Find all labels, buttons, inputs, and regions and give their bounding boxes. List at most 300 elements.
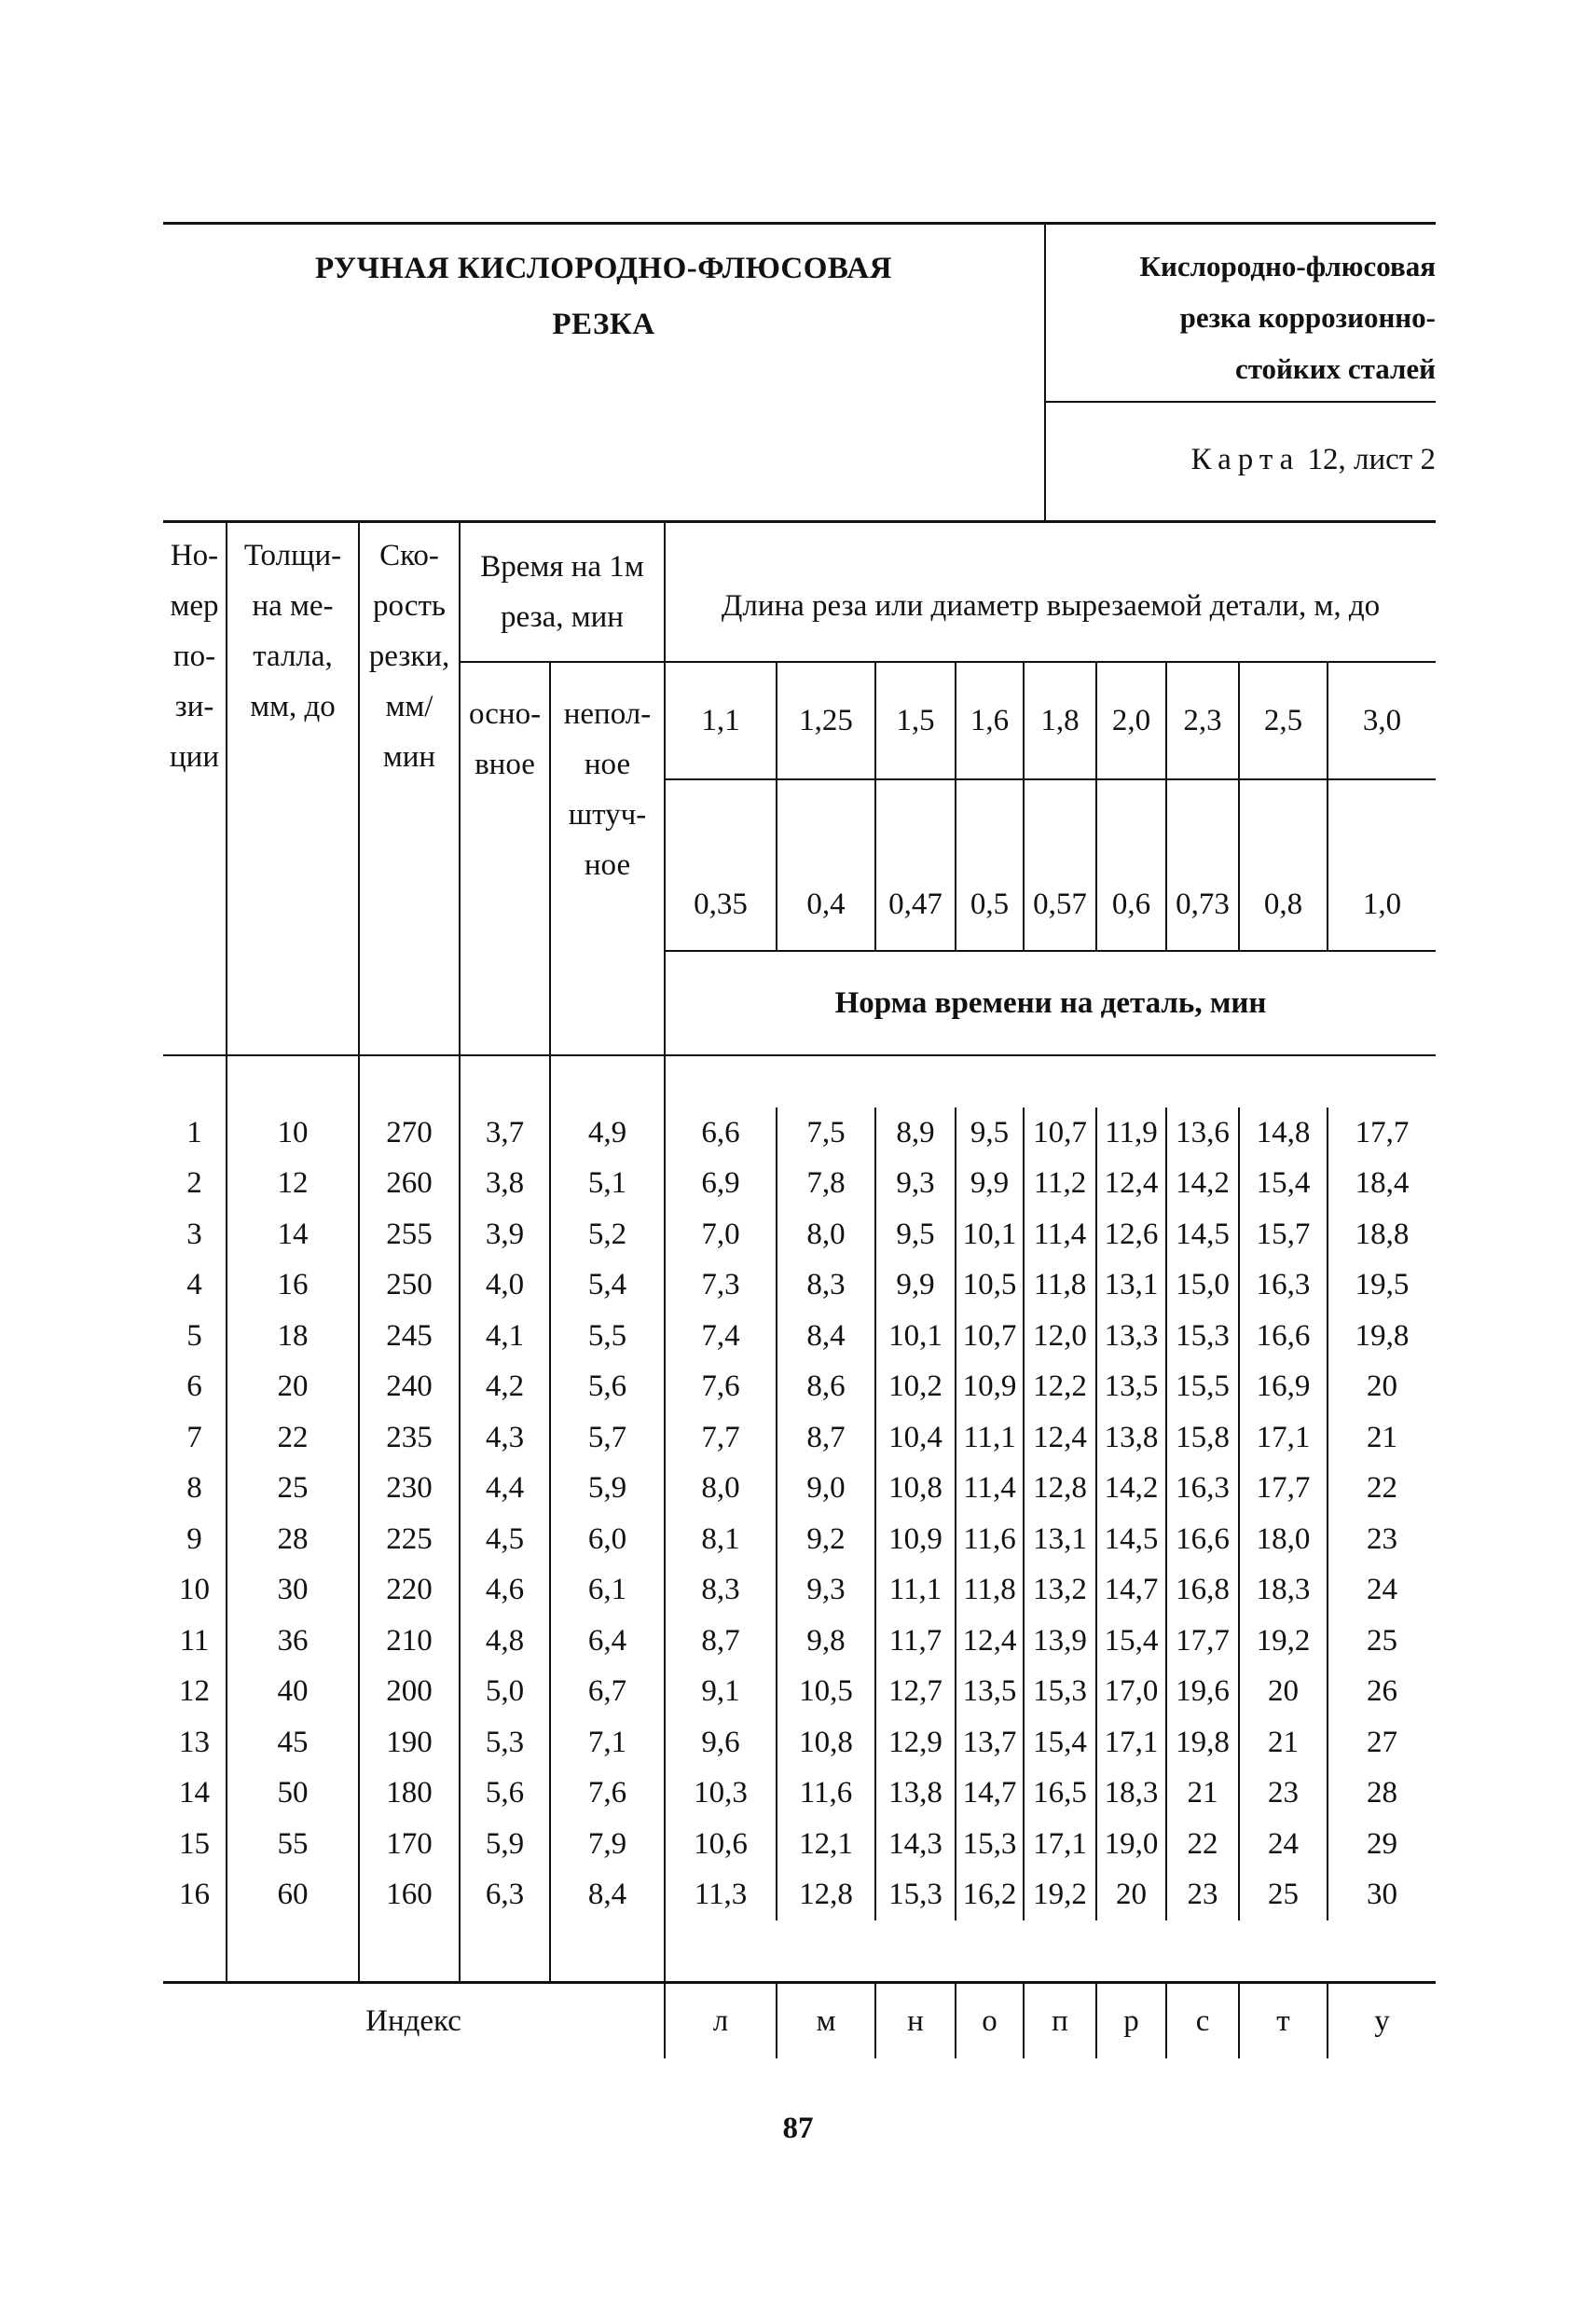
- table-cell: 10,5: [956, 1260, 1024, 1312]
- table-cell: 21: [1239, 1717, 1328, 1768]
- table-cell: 240: [359, 1362, 460, 1413]
- table-cell: 60: [227, 1870, 359, 1921]
- table-cell: 17,7: [1166, 1616, 1239, 1667]
- table-cell: 6,9: [665, 1159, 777, 1210]
- table-row: [163, 1768, 1436, 1820]
- header-row-1: [163, 522, 1436, 663]
- table-cell: 17,1: [1239, 1412, 1328, 1464]
- table-cell: 25: [1328, 1616, 1436, 1667]
- table-cell: 11,4: [1024, 1209, 1096, 1260]
- table-cell: 6,6: [665, 1108, 777, 1159]
- table-cell: 3,7: [460, 1108, 550, 1159]
- table-cell: 10,5: [777, 1667, 875, 1718]
- table-cell: 15,5: [1166, 1362, 1239, 1413]
- table-cell: 36: [227, 1616, 359, 1667]
- table-cell: 8,3: [777, 1260, 875, 1312]
- card-label: Карта: [1190, 443, 1300, 476]
- table-cell: 190: [359, 1717, 460, 1768]
- table-row: [163, 1464, 1436, 1515]
- table-cell: 40: [227, 1667, 359, 1718]
- diameter-value: 0,5: [956, 779, 1024, 951]
- table-cell: 13,9: [1024, 1616, 1096, 1667]
- table-cell: 26: [1328, 1667, 1436, 1718]
- table-cell: 12,9: [875, 1717, 956, 1768]
- table-cell: 10,4: [875, 1412, 956, 1464]
- col-time-header: [460, 522, 665, 663]
- index-letter: о: [956, 1983, 1024, 2059]
- col-speed-l1: Ско-: [379, 539, 439, 572]
- table-cell: 9,5: [956, 1108, 1024, 1159]
- table-cell: 11,3: [665, 1870, 777, 1921]
- col-time-l1: Время на 1м: [480, 550, 644, 584]
- col-speed-l5: мин: [382, 740, 436, 774]
- table-cell: 28: [1328, 1768, 1436, 1820]
- subtitle-line1: Кислородно-флюсовая: [1139, 250, 1436, 282]
- table-cell: 15,3: [956, 1819, 1024, 1870]
- diameter-value: 0,35: [665, 779, 777, 951]
- index-letter: с: [1166, 1983, 1239, 2059]
- table-cell: 23: [1328, 1514, 1436, 1565]
- subtitle-line3: стойких сталей: [1234, 352, 1436, 385]
- table-cell: 16,2: [956, 1870, 1024, 1921]
- table-cell: 220: [359, 1565, 460, 1617]
- table-cell: 250: [359, 1260, 460, 1312]
- table-cell: 15: [179, 1826, 210, 1861]
- table-cell: 7,8: [777, 1159, 875, 1210]
- table-cell: 9,9: [875, 1260, 956, 1312]
- length-value: 2,5: [1239, 662, 1328, 779]
- table-cell: 13,8: [875, 1768, 956, 1820]
- table-cell: 4,9: [550, 1108, 665, 1159]
- table-cell: 10,7: [956, 1311, 1024, 1362]
- table-cell: 14,5: [1166, 1209, 1239, 1260]
- col-incomplete-l3: штуч-: [568, 798, 647, 832]
- index-letter: л: [665, 1983, 777, 2059]
- spacer-cell: [875, 1920, 956, 1983]
- table-cell: 14: [227, 1209, 359, 1260]
- page-number: 87: [782, 2112, 814, 2145]
- table-cell: 17,1: [1096, 1717, 1166, 1768]
- col-position-l3: по-: [172, 640, 216, 673]
- table-cell: 17,7: [1239, 1464, 1328, 1515]
- table-row: [163, 1870, 1436, 1921]
- col-thickness-header: [227, 522, 359, 1056]
- table-cell: 14: [179, 1776, 210, 1810]
- table-cell: 14,3: [875, 1819, 956, 1870]
- top-rule: [163, 222, 1436, 225]
- table-cell: 4,8: [460, 1616, 550, 1667]
- index-letter: у: [1328, 1983, 1436, 2059]
- spacer-cell: [1328, 1055, 1436, 1108]
- length-value: 2,3: [1166, 662, 1239, 779]
- table-cell: 7,6: [665, 1362, 777, 1413]
- table-cell: 45: [227, 1717, 359, 1768]
- table-cell: 10,9: [956, 1362, 1024, 1413]
- table-cell: 9: [186, 1521, 202, 1556]
- table-cell: 12,7: [875, 1667, 956, 1718]
- table-cell: 6,1: [550, 1565, 665, 1617]
- index-letter: п: [1024, 1983, 1096, 2059]
- table-cell: 245: [359, 1311, 460, 1362]
- table-cell: 19,6: [1166, 1667, 1239, 1718]
- length-value: 1,6: [956, 662, 1024, 779]
- table-cell: 15,8: [1166, 1412, 1239, 1464]
- table-cell: 6,0: [550, 1514, 665, 1565]
- col-position-header: [163, 522, 227, 1056]
- table-cell: 18,3: [1096, 1768, 1166, 1820]
- table-cell: 9,5: [875, 1209, 956, 1260]
- length-value: 1,5: [875, 662, 956, 779]
- table-cell: 20: [227, 1362, 359, 1413]
- spacer-cell: [460, 1920, 550, 1983]
- spacer-cell: [359, 1055, 460, 1108]
- table-cell: 11,6: [956, 1514, 1024, 1565]
- table-cell: 11,6: [777, 1768, 875, 1820]
- table-cell: 10,8: [777, 1717, 875, 1768]
- table-cell: 12,8: [777, 1870, 875, 1921]
- table-cell: 17,0: [1096, 1667, 1166, 1718]
- table-cell: 8,0: [665, 1464, 777, 1515]
- table-cell: 15,4: [1096, 1616, 1166, 1667]
- table-cell: 55: [227, 1819, 359, 1870]
- table-cell: 7,7: [665, 1412, 777, 1464]
- table-cell: 5,1: [550, 1159, 665, 1210]
- col-speed-l4: мм/: [385, 690, 433, 723]
- table-cell: 10,1: [875, 1311, 956, 1362]
- table-cell: 3,9: [460, 1209, 550, 1260]
- table-cell: 14,8: [1239, 1108, 1328, 1159]
- table-cell: 27: [1328, 1717, 1436, 1768]
- table-cell: 180: [359, 1768, 460, 1820]
- table-cell: 4,5: [460, 1514, 550, 1565]
- length-value: 3,0: [1328, 662, 1436, 779]
- table-cell: 19,2: [1024, 1870, 1096, 1921]
- table-cell: 10: [179, 1573, 210, 1607]
- table-cell: 9,6: [665, 1717, 777, 1768]
- table-cell: 5,6: [550, 1362, 665, 1413]
- table-cell: 5,7: [550, 1412, 665, 1464]
- spacer-cell: [550, 1055, 665, 1108]
- col-speed-l3: резки,: [368, 640, 450, 673]
- table-cell: 270: [359, 1108, 460, 1159]
- table-cell: 15,4: [1239, 1159, 1328, 1210]
- table-cell: 12: [227, 1159, 359, 1210]
- index-letter: н: [875, 1983, 956, 2059]
- spacer-cell: [1239, 1920, 1328, 1983]
- table-cell: 11,2: [1024, 1159, 1096, 1210]
- index-letter: р: [1096, 1983, 1166, 2059]
- table-cell: 4,4: [460, 1464, 550, 1515]
- table-cell: 170: [359, 1819, 460, 1870]
- spacer-cell: [777, 1055, 875, 1108]
- table-cell: 19,8: [1328, 1311, 1436, 1362]
- index-letter: т: [1239, 1983, 1328, 2059]
- card-number: [1053, 443, 1436, 477]
- table-cell: 8,7: [777, 1412, 875, 1464]
- table-cell: 7,5: [777, 1108, 875, 1159]
- table-cell: 225: [359, 1514, 460, 1565]
- spacer-cell: [665, 1920, 777, 1983]
- table-cell: 5: [186, 1318, 202, 1353]
- table-cell: 14,7: [1096, 1565, 1166, 1617]
- table-cell: 22: [227, 1412, 359, 1464]
- table-cell: 20: [1096, 1870, 1166, 1921]
- table-cell: 11,8: [956, 1565, 1024, 1617]
- col-thickness-l1: Толщи-: [243, 539, 342, 572]
- col-position-l1: Но-: [170, 539, 219, 572]
- spacer-row-bottom: [163, 1920, 1436, 1983]
- table-cell: 5,9: [460, 1819, 550, 1870]
- spacer-cell: [1239, 1055, 1328, 1108]
- table-cell: 10,8: [875, 1464, 956, 1515]
- diameter-value: 1,0: [1328, 779, 1436, 951]
- spacer-cell: [227, 1055, 359, 1108]
- spacer-cell: [1166, 1920, 1239, 1983]
- table-cell: 18,4: [1328, 1159, 1436, 1210]
- table-cell: 7,6: [550, 1768, 665, 1820]
- table-cell: 13,1: [1024, 1514, 1096, 1565]
- table-cell: 3,8: [460, 1159, 550, 1210]
- table-cell: 10,9: [875, 1514, 956, 1565]
- table-cell: 18: [227, 1311, 359, 1362]
- table-cell: 13,5: [956, 1667, 1024, 1718]
- table-cell: 8,1: [665, 1514, 777, 1565]
- table-cell: 2: [186, 1166, 202, 1201]
- col-basic-l1: осно-: [468, 697, 542, 731]
- table-cell: 12,8: [1024, 1464, 1096, 1515]
- table-cell: 29: [1328, 1819, 1436, 1870]
- table-cell: 11: [179, 1623, 210, 1658]
- table-cell: 15,4: [1024, 1717, 1096, 1768]
- table-cell: 15,7: [1239, 1209, 1328, 1260]
- table-cell: 22: [1166, 1819, 1239, 1870]
- table-cell: 5,2: [550, 1209, 665, 1260]
- table-cell: 235: [359, 1412, 460, 1464]
- table-cell: 16,6: [1166, 1514, 1239, 1565]
- col-time-l2: реза, мин: [501, 600, 624, 634]
- table-cell: 11,1: [956, 1412, 1024, 1464]
- table-cell: 22: [1328, 1464, 1436, 1515]
- table-cell: 18,0: [1239, 1514, 1328, 1565]
- table-cell: 5,5: [550, 1311, 665, 1362]
- table-cell: 14,2: [1096, 1464, 1166, 1515]
- table-cell: 11,8: [1024, 1260, 1096, 1312]
- table-cell: 24: [1239, 1819, 1328, 1870]
- section-title: [163, 241, 1044, 352]
- table-cell: 19,5: [1328, 1260, 1436, 1312]
- table-cell: 21: [1328, 1412, 1436, 1464]
- spacer-cell: [1096, 1920, 1166, 1983]
- spacer-cell: [956, 1920, 1024, 1983]
- table-row: [163, 1819, 1436, 1870]
- table-cell: 18,8: [1328, 1209, 1436, 1260]
- table-cell: 12,4: [956, 1616, 1024, 1667]
- section-title-line1: РУЧНАЯ КИСЛОРОДНО-ФЛЮСОВАЯ: [315, 252, 892, 285]
- table-cell: 20: [1239, 1667, 1328, 1718]
- table-cell: 15,0: [1166, 1260, 1239, 1312]
- col-speed-l2: рость: [373, 589, 446, 623]
- norms-table: [163, 520, 1436, 2058]
- table-cell: 6: [186, 1369, 202, 1404]
- table-cell: 12,4: [1096, 1159, 1166, 1210]
- table-cell: 13,8: [1096, 1412, 1166, 1464]
- table-cell: 4: [186, 1268, 202, 1302]
- table-cell: 7,1: [550, 1717, 665, 1768]
- table-cell: 8,3: [665, 1565, 777, 1617]
- table-cell: 10,1: [956, 1209, 1024, 1260]
- table-cell: 30: [1328, 1870, 1436, 1921]
- spacer-cell: [359, 1920, 460, 1983]
- table-cell: 9,9: [956, 1159, 1024, 1210]
- table-cell: 9,3: [875, 1159, 956, 1210]
- table-cell: 20: [1328, 1362, 1436, 1413]
- table-cell: 23: [1239, 1768, 1328, 1820]
- table-cell: 15,3: [1166, 1311, 1239, 1362]
- table-cell: 30: [227, 1565, 359, 1617]
- table-cell: 5,0: [460, 1667, 550, 1718]
- table-row: [163, 1159, 1436, 1210]
- table-cell: 16,9: [1239, 1362, 1328, 1413]
- col-speed-header: [359, 522, 460, 1056]
- col-incomplete-l4: ное: [584, 848, 631, 882]
- table-row: [163, 1260, 1436, 1312]
- table-cell: 7,3: [665, 1260, 777, 1312]
- table-cell: 200: [359, 1667, 460, 1718]
- col-thickness-l2: на ме-: [252, 589, 334, 623]
- table-cell: 16: [227, 1260, 359, 1312]
- table-cell: 10,6: [665, 1819, 777, 1870]
- col-position-l5: ции: [170, 740, 219, 774]
- table-cell: 12,2: [1024, 1362, 1096, 1413]
- table-cell: 3: [186, 1217, 202, 1251]
- diameter-value: 0,57: [1024, 779, 1096, 951]
- table-cell: 18,3: [1239, 1565, 1328, 1617]
- table-cell: 16,3: [1239, 1260, 1328, 1312]
- spacer-cell: [956, 1055, 1024, 1108]
- table-cell: 9,0: [777, 1464, 875, 1515]
- col-incomplete-l2: ное: [584, 748, 631, 781]
- table-row: [163, 1565, 1436, 1617]
- card-sheet: 12, лист 2: [1307, 443, 1436, 476]
- table-cell: 6,3: [460, 1870, 550, 1921]
- col-position-l2: мер: [170, 589, 219, 623]
- table-cell: 16,8: [1166, 1565, 1239, 1617]
- col-basic-l2: вное: [475, 748, 535, 781]
- table-cell: 16,5: [1024, 1768, 1096, 1820]
- table-cell: 7,4: [665, 1311, 777, 1362]
- table-cell: 10,3: [665, 1768, 777, 1820]
- table-cell: 4,1: [460, 1311, 550, 1362]
- table-cell: 14,7: [956, 1768, 1024, 1820]
- spacer-row-top: [163, 1055, 1436, 1108]
- diameter-value: 0,4: [777, 779, 875, 951]
- spacer-cell: [550, 1920, 665, 1983]
- table-cell: 1: [186, 1115, 202, 1149]
- table-cell: 16: [179, 1878, 210, 1912]
- table-row: [163, 1667, 1436, 1718]
- length-header: Длина реза или диаметр вырезаемой детали, м, до: [665, 522, 1436, 663]
- table-cell: 13,1: [1096, 1260, 1166, 1312]
- table-cell: 8,4: [550, 1870, 665, 1921]
- table-cell: 11,9: [1096, 1108, 1166, 1159]
- table-cell: 17,1: [1024, 1819, 1096, 1870]
- table-row: [163, 1108, 1436, 1159]
- col-position-l4: зи-: [174, 690, 214, 723]
- table-cell: 260: [359, 1159, 460, 1210]
- table-cell: 13,2: [1024, 1565, 1096, 1617]
- table-cell: 10,7: [1024, 1108, 1096, 1159]
- length-value: 1,25: [777, 662, 875, 779]
- index-label: Индекс: [365, 2003, 461, 2038]
- table-cell: 16,3: [1166, 1464, 1239, 1515]
- subtitle-line2: резка коррозионно-: [1179, 301, 1436, 334]
- table-cell: 13,6: [1166, 1108, 1239, 1159]
- table-cell: 19,2: [1239, 1616, 1328, 1667]
- spacer-cell: [875, 1055, 956, 1108]
- spacer-cell: [1166, 1055, 1239, 1108]
- table-row: [163, 1209, 1436, 1260]
- col-basic-header: [460, 662, 550, 1055]
- table-cell: 4,2: [460, 1362, 550, 1413]
- table-cell: 9,3: [777, 1565, 875, 1617]
- diameter-value: 0,73: [1166, 779, 1239, 951]
- table-cell: 23: [1166, 1870, 1239, 1921]
- table-cell: 9,1: [665, 1667, 777, 1718]
- table-cell: 10,2: [875, 1362, 956, 1413]
- table-row: [163, 1514, 1436, 1565]
- col-incomplete-header: [550, 662, 665, 1055]
- table-cell: 160: [359, 1870, 460, 1921]
- table-cell: 12,1: [777, 1819, 875, 1870]
- table-row: [163, 1717, 1436, 1768]
- table-cell: 24: [1328, 1565, 1436, 1617]
- table-cell: 19,8: [1166, 1717, 1239, 1768]
- table-cell: 6,7: [550, 1667, 665, 1718]
- table-cell: 9,8: [777, 1616, 875, 1667]
- table-cell: 8,6: [777, 1362, 875, 1413]
- table-cell: 4,3: [460, 1412, 550, 1464]
- table-cell: 14,5: [1096, 1514, 1166, 1565]
- length-value: 1,1: [665, 662, 777, 779]
- spacer-cell: [1024, 1055, 1096, 1108]
- table-cell: 255: [359, 1209, 460, 1260]
- norm-title: Норма времени на деталь, мин: [665, 951, 1436, 1055]
- table-cell: 5,3: [460, 1717, 550, 1768]
- table-cell: 8: [186, 1471, 202, 1506]
- table-cell: 19,0: [1096, 1819, 1166, 1870]
- table-cell: 6,4: [550, 1616, 665, 1667]
- table-cell: 16,6: [1239, 1311, 1328, 1362]
- table-cell: 13: [179, 1725, 210, 1759]
- table-cell: 12,0: [1024, 1311, 1096, 1362]
- spacer-cell: [1328, 1920, 1436, 1983]
- index-row: [163, 1983, 1436, 2059]
- table-cell: 210: [359, 1616, 460, 1667]
- table-cell: 28: [227, 1514, 359, 1565]
- table-cell: 14,2: [1166, 1159, 1239, 1210]
- diameter-value: 0,6: [1096, 779, 1166, 951]
- table-cell: 12,6: [1096, 1209, 1166, 1260]
- index-letter: м: [777, 1983, 875, 2059]
- spacer-cell: [163, 1055, 227, 1108]
- spacer-cell: [665, 1055, 777, 1108]
- spacer-cell: [163, 1920, 227, 1983]
- table-cell: 13,5: [1096, 1362, 1166, 1413]
- table-cell: 8,4: [777, 1311, 875, 1362]
- col-thickness-l4: мм, до: [250, 690, 336, 723]
- table-cell: 11,1: [875, 1565, 956, 1617]
- diameter-value: 0,47: [875, 779, 956, 951]
